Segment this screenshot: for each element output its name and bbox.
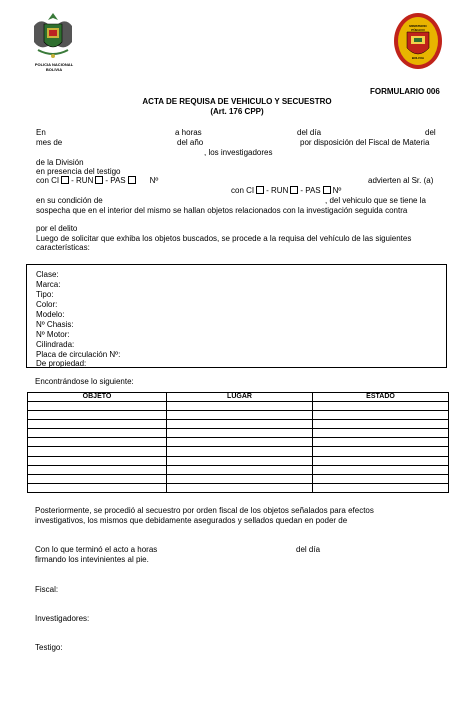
vehicle-field: Nº Chasis: bbox=[36, 320, 74, 329]
table-cell[interactable] bbox=[28, 402, 167, 411]
document-title: ACTA DE REQUISA DE VEHICULO Y SECUESTRO bbox=[142, 97, 332, 106]
run-checkbox[interactable] bbox=[95, 176, 103, 184]
table-cell[interactable] bbox=[167, 447, 313, 456]
table-cell[interactable] bbox=[313, 456, 449, 465]
items-table bbox=[27, 392, 449, 493]
numero-label: Nº bbox=[149, 176, 159, 185]
form-number: FORMULARIO 006 bbox=[370, 87, 440, 96]
table-cell[interactable] bbox=[28, 483, 167, 492]
vehicle-field: Marca: bbox=[36, 280, 61, 289]
vehicle-field: Color: bbox=[36, 300, 58, 309]
closing-del-dia: del día bbox=[296, 545, 321, 554]
table-cell[interactable] bbox=[313, 483, 449, 492]
closing-firmando: firmando los intevinientes al pie. bbox=[35, 555, 149, 564]
table-cell[interactable] bbox=[28, 447, 167, 456]
run-checkbox-2[interactable] bbox=[290, 186, 298, 194]
vehicle-field: Cilindrada: bbox=[36, 340, 75, 349]
table-row bbox=[28, 456, 449, 465]
table-cell[interactable] bbox=[167, 402, 313, 411]
body-del-anio: del año bbox=[177, 138, 204, 147]
ci-checkbox[interactable] bbox=[61, 176, 69, 184]
table-row bbox=[28, 474, 449, 483]
table-cell[interactable] bbox=[313, 438, 449, 447]
table-row bbox=[28, 447, 449, 456]
closing-paragraph-2: investigativos, los mismos que debidamente asegurados y sellados quedan en poder de bbox=[35, 516, 348, 525]
body-division: de la División bbox=[36, 158, 84, 167]
suspect-id-line bbox=[231, 186, 341, 195]
body-en: En bbox=[36, 128, 46, 137]
table-cell[interactable] bbox=[167, 474, 313, 483]
con-ci-label-2: con CI bbox=[231, 186, 255, 195]
col-objeto: OBJETO bbox=[28, 393, 167, 402]
ministerio-publico-seal bbox=[393, 12, 443, 70]
pas-checkbox[interactable] bbox=[128, 176, 136, 184]
pas-label-2: - PAS bbox=[300, 186, 321, 195]
items-table-body bbox=[28, 402, 449, 493]
body-luego-2: características: bbox=[36, 243, 90, 252]
table-cell[interactable] bbox=[167, 420, 313, 429]
closing-horas: Con lo que terminó el acto a horas bbox=[35, 545, 158, 554]
table-row bbox=[28, 411, 449, 420]
body-luego-1: Luego de solicitar que exhiba los objetos buscados, se procede a la requisa del vehículo de las siguientes bbox=[36, 234, 412, 243]
signature-investigadores: Investigadores: bbox=[35, 614, 90, 623]
table-row bbox=[28, 438, 449, 447]
table-cell[interactable] bbox=[313, 402, 449, 411]
table-row bbox=[28, 465, 449, 474]
table-cell[interactable] bbox=[313, 411, 449, 420]
col-estado: ESTADO bbox=[313, 393, 449, 402]
vehicle-field: Placa de circulación Nº: bbox=[36, 350, 121, 359]
table-row bbox=[28, 420, 449, 429]
con-ci-label: con CI bbox=[36, 176, 60, 185]
run-label-2: - RUN bbox=[266, 186, 289, 195]
document-subtitle: (Art. 176 CPP) bbox=[210, 107, 264, 116]
table-cell[interactable] bbox=[28, 456, 167, 465]
body-presencia-testigo: en presencia del testigo bbox=[36, 167, 121, 176]
policia-nacional-logo bbox=[30, 12, 76, 62]
run-label: - RUN bbox=[71, 176, 94, 185]
body-del: del bbox=[425, 128, 436, 137]
table-row bbox=[28, 429, 449, 438]
body-advierten: advierten al Sr. (a) bbox=[368, 176, 434, 185]
ministerio-sublabel: BOLIVIA bbox=[411, 56, 425, 60]
table-cell[interactable] bbox=[28, 438, 167, 447]
table-cell[interactable] bbox=[313, 474, 449, 483]
table-cell[interactable] bbox=[313, 420, 449, 429]
signature-testigo: Testigo: bbox=[35, 643, 63, 652]
pas-checkbox-2[interactable] bbox=[323, 186, 331, 194]
police-caption-text: POLICIA NACIONAL BOLIVIA bbox=[34, 62, 74, 72]
vehicle-field: Modelo: bbox=[36, 310, 65, 319]
table-cell[interactable] bbox=[28, 420, 167, 429]
ci-checkbox-2[interactable] bbox=[256, 186, 264, 194]
body-delito: por el delito bbox=[36, 224, 78, 233]
vehicle-properties-box bbox=[26, 264, 447, 368]
vehicle-field: Clase: bbox=[36, 270, 59, 279]
table-cell[interactable] bbox=[167, 438, 313, 447]
signature-fiscal: Fiscal: bbox=[35, 585, 59, 594]
body-sospecha: sospecha que en el interior del mismo se hallan objetos relacionados con la investigación seguida contra bbox=[36, 206, 408, 215]
table-cell[interactable] bbox=[167, 456, 313, 465]
body-investigadores: , los investigadores bbox=[204, 148, 273, 157]
found-label: Encontrándose lo siguiente: bbox=[35, 377, 134, 386]
table-cell[interactable] bbox=[28, 465, 167, 474]
body-por-disposicion: por disposición del Fiscal de Materia bbox=[300, 138, 430, 147]
police-caption bbox=[24, 62, 84, 72]
table-cell[interactable] bbox=[313, 447, 449, 456]
table-cell[interactable] bbox=[28, 411, 167, 420]
col-lugar: LUGAR bbox=[167, 393, 313, 402]
witness-id-line bbox=[36, 176, 158, 185]
table-row bbox=[28, 483, 449, 492]
items-table-header bbox=[28, 393, 449, 402]
table-cell[interactable] bbox=[28, 474, 167, 483]
table-row bbox=[28, 402, 449, 411]
body-a-horas: a horas bbox=[175, 128, 202, 137]
table-cell[interactable] bbox=[167, 483, 313, 492]
pas-label: - PAS bbox=[105, 176, 126, 185]
body-condicion: en su condición de bbox=[36, 196, 103, 205]
table-cell[interactable] bbox=[167, 411, 313, 420]
body-mes-de: mes de bbox=[36, 138, 63, 147]
table-cell[interactable] bbox=[167, 465, 313, 474]
table-cell[interactable] bbox=[167, 429, 313, 438]
body-vehiculo: , del vehiculo que se tiene la bbox=[325, 196, 426, 205]
ministerio-label: MINISTERIO PÚBLICO bbox=[409, 24, 427, 32]
table-cell[interactable] bbox=[313, 465, 449, 474]
vehicle-field: Tipo: bbox=[36, 290, 54, 299]
closing-paragraph-1: Posteriormente, se procedió al secuestro por orden fiscal de los objetos señalados para efectos bbox=[35, 506, 374, 515]
table-cell[interactable] bbox=[28, 429, 167, 438]
table-cell[interactable] bbox=[313, 429, 449, 438]
vehicle-field: Nº Motor: bbox=[36, 330, 70, 339]
numero-label-2: Nº bbox=[332, 186, 342, 195]
body-del-dia: del día bbox=[297, 128, 322, 137]
vehicle-field: De propiedad: bbox=[36, 359, 87, 368]
